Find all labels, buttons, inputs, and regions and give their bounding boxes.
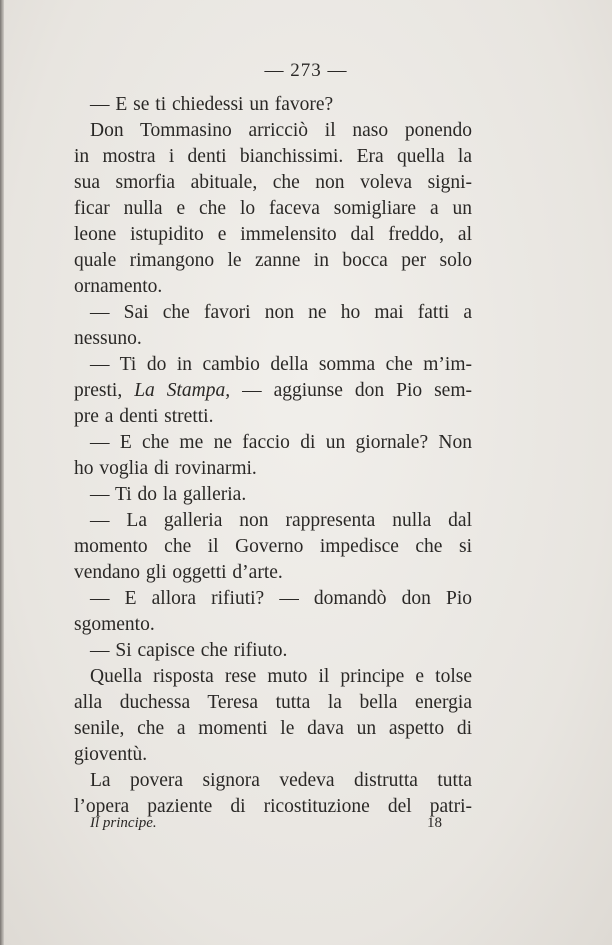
- text-line: Don Tommasino arricciò il naso ponendo: [90, 120, 472, 141]
- text-line: — La galleria non rappresenta nulla dal: [90, 510, 472, 531]
- text-line: ho voglia di rovinarmi.: [74, 458, 257, 479]
- text-line: gioventù.: [74, 744, 148, 765]
- text-line: l’opera paziente di ricostituzione del patri-: [74, 796, 472, 817]
- signature-number: 18: [427, 815, 442, 831]
- text-line: alla duchessa Teresa tutta la bella energia: [74, 692, 472, 713]
- text-line: leone istupidito e immelensito dal freddo, al: [74, 224, 472, 245]
- text-line: sua smorfia abituale, che non voleva signi-: [74, 172, 472, 193]
- text-line: — E allora rifiuti? — domandò don Pio: [90, 588, 472, 609]
- text-line: — E se ti chiedessi un favore?: [90, 94, 334, 115]
- text-line: Quella risposta rese muto il principe e tolse: [90, 666, 472, 687]
- text-line: ficar nulla e che lo faceva somigliare a un: [74, 198, 472, 219]
- newspaper-title: La Stampa,: [134, 380, 231, 401]
- signature-title: Il principe.: [90, 815, 157, 831]
- text-line: ornamento.: [74, 276, 163, 297]
- text-line: — E che me ne faccio di un giornale? Non: [90, 432, 472, 453]
- text-line: — Sai che favori non ne ho mai fatti a: [90, 302, 472, 323]
- page-number: — 273 —: [264, 60, 348, 81]
- text-line: pre a denti stretti.: [74, 406, 214, 427]
- text-line: vendano gli oggetti d’arte.: [74, 562, 283, 583]
- body-text: [74, 92, 472, 820]
- text-line: — Si capisce che rifiuto.: [90, 640, 288, 661]
- binding-edge: [0, 0, 4, 945]
- text-segment: presti,: [74, 380, 135, 401]
- text-line: — Ti do in cambio della somma che m’im-: [90, 354, 472, 375]
- text-line: quale rimangono le zanne in bocca per solo: [74, 250, 472, 271]
- text-line: nessuno.: [74, 328, 142, 349]
- text-segment: — aggiunse don Pio sem-: [230, 380, 472, 401]
- printer-signature: [90, 815, 442, 832]
- text-line: senile, che a momenti le dava un aspetto di: [74, 718, 472, 739]
- text-line: momento che il Governo impedisce che si: [74, 536, 472, 557]
- text-line: La povera signora vedeva distrutta tutta: [90, 770, 472, 791]
- text-line: — Ti do la galleria.: [90, 484, 247, 505]
- text-line: [74, 378, 472, 404]
- text-line: in mostra i denti bianchissimi. Era quella la: [74, 146, 472, 167]
- text-line: sgomento.: [74, 614, 155, 635]
